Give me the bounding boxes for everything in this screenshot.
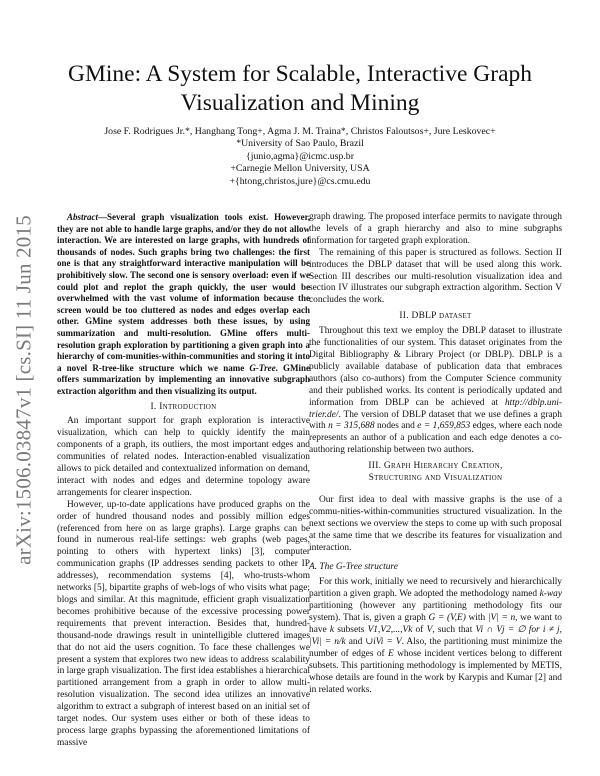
gtree-paragraph: For this work, initially we need to recursively and hierarchically partition a given graph. We adopted the methodology named k-way partitioning (however any partitioning methodology fits our system). That is, given a graph G = (V,E) with |V| = n, we want to have k subsets V1,V2,...,Vk of V, such that Vi ∩ Vj = ∅ for i ≠ j, |Vi| = n/k and ∪iVi = V. Also, the partitioning must minimize the number of edges of E whose incident vertices belong to different subsets. This partitioning methodology is implemented by METIS, whose details are found in the work by Karypis and Kumar [2] and in related works. bbox=[309, 577, 563, 695]
hierarchy-paragraph: Our first idea to deal with massive graphs is the use of a commu-nities-within-communities structured visualization. In the next sections we overview the steps to come up with such proposal at the same time that we describe its features for visualization and interaction. bbox=[309, 494, 562, 553]
dblp-url: http://dblp.uni-trier.de/ bbox=[309, 397, 562, 420]
section-heading-introduction: I. Introduction bbox=[150, 401, 217, 412]
section-heading-dblp: II. DBLP dataset bbox=[399, 311, 472, 322]
section-heading-hierarchy-line-2: Structuring and Visualization bbox=[368, 473, 503, 484]
left-column bbox=[57, 212, 310, 750]
subsection-heading-gtree: A. The G-Tree structure bbox=[309, 562, 398, 573]
affiliation-2: +Carnegie Mellon University, USA bbox=[230, 163, 370, 175]
right-column bbox=[309, 212, 562, 696]
author-block bbox=[40, 126, 560, 188]
intro-paragraph-3: graph drawing. The proposed interface permits to navigate through the levels of a graph hierarchy and also to mine subgraphs information for targeted graph exploration. bbox=[309, 212, 562, 246]
paper-title: GMine: A System for Scalable, Interactive Graph Visualization and Mining bbox=[68, 61, 532, 116]
arxiv-watermark bbox=[4, 215, 44, 565]
affiliation-2-email: +{htong,christos,jure}@cs.cmu.edu bbox=[229, 175, 371, 187]
abstract-label: Abstract bbox=[67, 212, 99, 222]
dblp-paragraph: Throughout this text we employ the DBLP dataset to illustrate the functionalities of our system. This dataset originates from the Digital Bibliography & Library Project (or DBLP). DBLP is a publicly available database of publication data that embraces authors (also co-authors) from the Computer Science community and their published works. Its content is periodically updated and information from DBLP can be achieved at http://dblp.uni-trier.de/. The version of DBLP dataset that we use defines a graph with n = 315,688 nodes and e = 1,659,853 edges, where each node represents an author of a publication and each edge denotes a co-authoring relationship between two authors. bbox=[309, 326, 562, 456]
arxiv-id: arXiv:1506.03847v1 [cs.SI] 11 Jun 2015 bbox=[11, 215, 36, 565]
intro-paragraph-2: However, up-to-date applications have produced graphs on the order of hundred thousand nodes and possibly million edges (referenced from here on as large graphs). Large graphs can be found in numerous real-life settings: web graphs (web pages, pointing to others with hypertext links) [3], computer communication graphs (IP addresses sending packets to other IP addresses), recommendation systems [4], who-trusts-whom networks [5], bipartite graphs of web-logs of who visits what page; blogs and similar. At this magnitude, efficient graph visualization becomes prohibitive because of the excessive processing power requirements that prevent interaction. Besides that, hundred-thousand-node drawings result in unintelligible cluttered images that do not aid the users cognition. To face these challenges we present a system that explores two new ideas to address scalability in large graph visualization. The first idea establishes a hierarchical partitioned arrangement from a graph in order to allow multi-resolution visualization. The second idea utilizes an innovative algorithm to extract a subgraph of interest based on an initial set of target nodes. Our system uses either or both of these ideas to process large graphs bypassing the aforementioned limitations of massive bbox=[57, 499, 310, 748]
section-heading-hierarchy-line-1: III. Graph Hierarchy Creation, bbox=[368, 461, 503, 472]
intro-paragraph-4: The remaining of this paper is structured as follows. Section II introduces the DBLP dataset that will be used along this work. Section III describes our multi-resolution visualization idea and section IV illustrates our subgraph extraction algorithm. Section V concludes the work. bbox=[309, 247, 562, 306]
intro-paragraph-1: An important support for graph exploration is interactive visualization, which can help to quickly identify the main components of a graph, its outliers, the most important edges and communities of related nodes. Interaction-enabled visualization allows to pick detailed and contextualized information on demand, interact with nodes and edges and determine topology aware arrangements for clearer inspection. bbox=[57, 416, 310, 498]
author-list: Jose F. Rodrigues Jr.*, Hanghang Tong+, Agma J. M. Traina*, Christos Faloutsos+, Jure Leskovec+ bbox=[104, 126, 496, 137]
abstract: Abstract—Several graph visualization tools exist. However, they are not able to handle large graphs, and/or they do not allow interaction. We are interested on large graphs, with hundreds of thousands of nodes. Such graphs bring two challenges: the first one is that any straightforward interactive manipulation will be prohibitively slow. The second one is sensory overload: even if we could plot and replot the graph quickly, the user would be overwhelmed with the vast volume of information because the screen would be too cluttered as nodes and edges overlap each other. GMine system addresses both these issues, by using summarization and multi-resolution. GMine offers multi-resolution graph exploration by partitioning a given graph into a hierarchy of com-munities-within-communities and storing it into a novel R-tree-like structure which we name G-Tree. GMine offers summarization by implementing an innovative subgraph extraction algorithm and then visualizing its output. bbox=[57, 212, 310, 396]
affiliation-1: *University of Sao Paulo, Brazil bbox=[236, 138, 364, 150]
affiliation-1-email: {junio,agma}@icmc.usp.br bbox=[246, 150, 354, 162]
